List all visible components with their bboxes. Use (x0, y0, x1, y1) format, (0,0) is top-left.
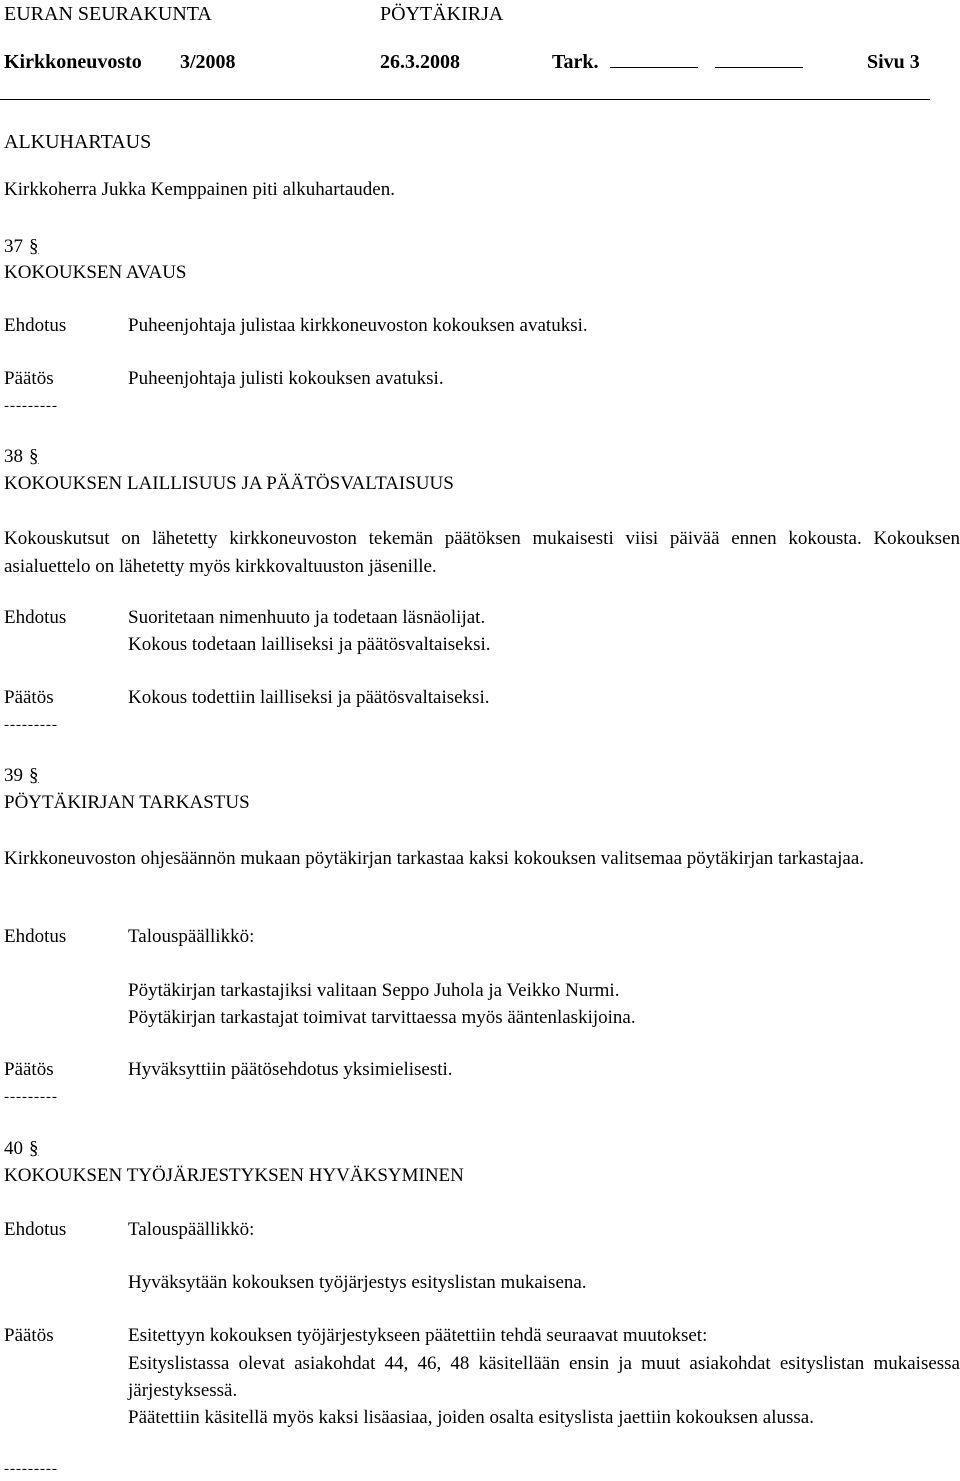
section-38-heading (4, 445, 39, 469)
section-40-decision-1: Esitettyyn kokouksen työjärjestykseen päätettiin tehdä seuraavat muutokset: (128, 1325, 708, 1346)
section-39-separator: --------- (4, 1089, 58, 1105)
section-sign-icon: § (29, 765, 39, 786)
section-39-proposal-by: Talouspäällikkö: (128, 926, 255, 947)
section-37-number: 37 (4, 236, 23, 257)
section-37-title: KOKOUKSEN AVAUS (4, 262, 187, 283)
section-38-proposal-label: Ehdotus (4, 607, 67, 628)
section-40-title: KOKOUKSEN TYÖJÄRJESTYKSEN HYVÄKSYMINEN (4, 1165, 464, 1186)
section-38-separator: --------- (4, 717, 58, 733)
header-doc-type: PÖYTÄKIRJA (380, 3, 504, 25)
section-39-decision-label: Päätös (4, 1059, 54, 1080)
header-date: 26.3.2008 (380, 51, 460, 73)
check-initial-blank-2 (715, 53, 803, 68)
section-40-proposal-1: Hyväksytään kokouksen työjärjestys esityslistan mukaisena. (128, 1272, 587, 1293)
section-37-separator: --------- (4, 398, 58, 414)
section-40-heading (4, 1137, 39, 1161)
opening-text: Kirkkoherra Jukka Kemppainen piti alkuhartauden. (4, 179, 395, 200)
header-number: 3/2008 (180, 51, 236, 73)
section-40-proposal-by: Talouspäällikkö: (128, 1219, 255, 1240)
section-37-proposal: Puheenjohtaja julistaa kirkkoneuvoston kokouksen avatuksi. (128, 315, 588, 336)
section-40-proposal-label: Ehdotus (4, 1219, 67, 1240)
section-37-proposal-label: Ehdotus (4, 315, 67, 336)
header-page: Sivu 3 (867, 51, 920, 73)
section-38-title: KOKOUKSEN LAILLISUUS JA PÄÄTÖSVALTAISUUS (4, 473, 454, 494)
header-rule (0, 99, 930, 100)
header-meeting: Kirkkoneuvosto (4, 51, 142, 73)
section-sign-icon: § (29, 446, 39, 467)
section-39-intro: Kirkkoneuvoston ohjesäännön mukaan pöytäkirjan tarkastaa kaksi kokouksen valitsemaa pöytäkirjan tarkastajaa. (4, 848, 865, 869)
opening-title: ALKUHARTAUS (4, 131, 152, 153)
section-38-intro: Kokouskutsut on lähetetty kirkkoneuvoston tekemän päätöksen mukaisesti viisi päivää ennen kokousta. Kokouksen asialuettelo on lähetetty myös kirkkovaltuuston jäsenille. (4, 528, 960, 577)
section-37-heading (4, 235, 39, 259)
section-39-title: PÖYTÄKIRJAN TARKASTUS (4, 792, 250, 813)
check-initial-blank-1 (610, 53, 698, 68)
section-39-number: 39 (4, 765, 23, 786)
section-38-number: 38 (4, 446, 23, 467)
section-40-decision-3: Päätettiin käsitellä myös kaksi lisäasiaa, joiden osalta esityslista jaettiin kokouksen alussa. (128, 1407, 814, 1428)
header-org: EURAN SEURAKUNTA (4, 3, 212, 25)
section-sign-icon: § (29, 1138, 39, 1159)
section-38-decision: Kokous todettiin lailliseksi ja päätösvaltaiseksi. (128, 687, 490, 708)
section-39-proposal-1: Pöytäkirjan tarkastajiksi valitaan Seppo Juhola ja Veikko Nurmi. (128, 980, 620, 1001)
header-check (552, 50, 803, 74)
section-40-separator: --------- (4, 1461, 58, 1477)
section-39-decision: Hyväksyttiin päätösehdotus yksimielisesti. (128, 1059, 453, 1080)
section-38-decision-label: Päätös (4, 687, 54, 708)
section-39-proposal-2: Pöytäkirjan tarkastajat toimivat tarvittaessa myös ääntenlaskijoina. (128, 1007, 636, 1028)
header-check-label: Tark. (552, 51, 599, 73)
section-40-decision-2: Esityslistassa olevat asiakohdat 44, 46, 48 käsitellään ensin ja muut asiakohdat esityslistan mukaisessa järjestyksessä. (128, 1353, 960, 1401)
section-sign-icon: § (29, 236, 39, 257)
section-40-decision-label: Päätös (4, 1325, 54, 1346)
section-37-decision: Puheenjohtaja julisti kokouksen avatuksi. (128, 368, 444, 389)
section-38-proposal-1: Suoritetaan nimenhuuto ja todetaan läsnäolijat. (128, 607, 486, 628)
section-39-heading (4, 764, 39, 788)
section-40-number: 40 (4, 1138, 23, 1159)
section-37-decision-label: Päätös (4, 368, 54, 389)
section-38-proposal-2: Kokous todetaan lailliseksi ja päätösvaltaiseksi. (128, 634, 491, 655)
section-39-proposal-label: Ehdotus (4, 926, 67, 947)
